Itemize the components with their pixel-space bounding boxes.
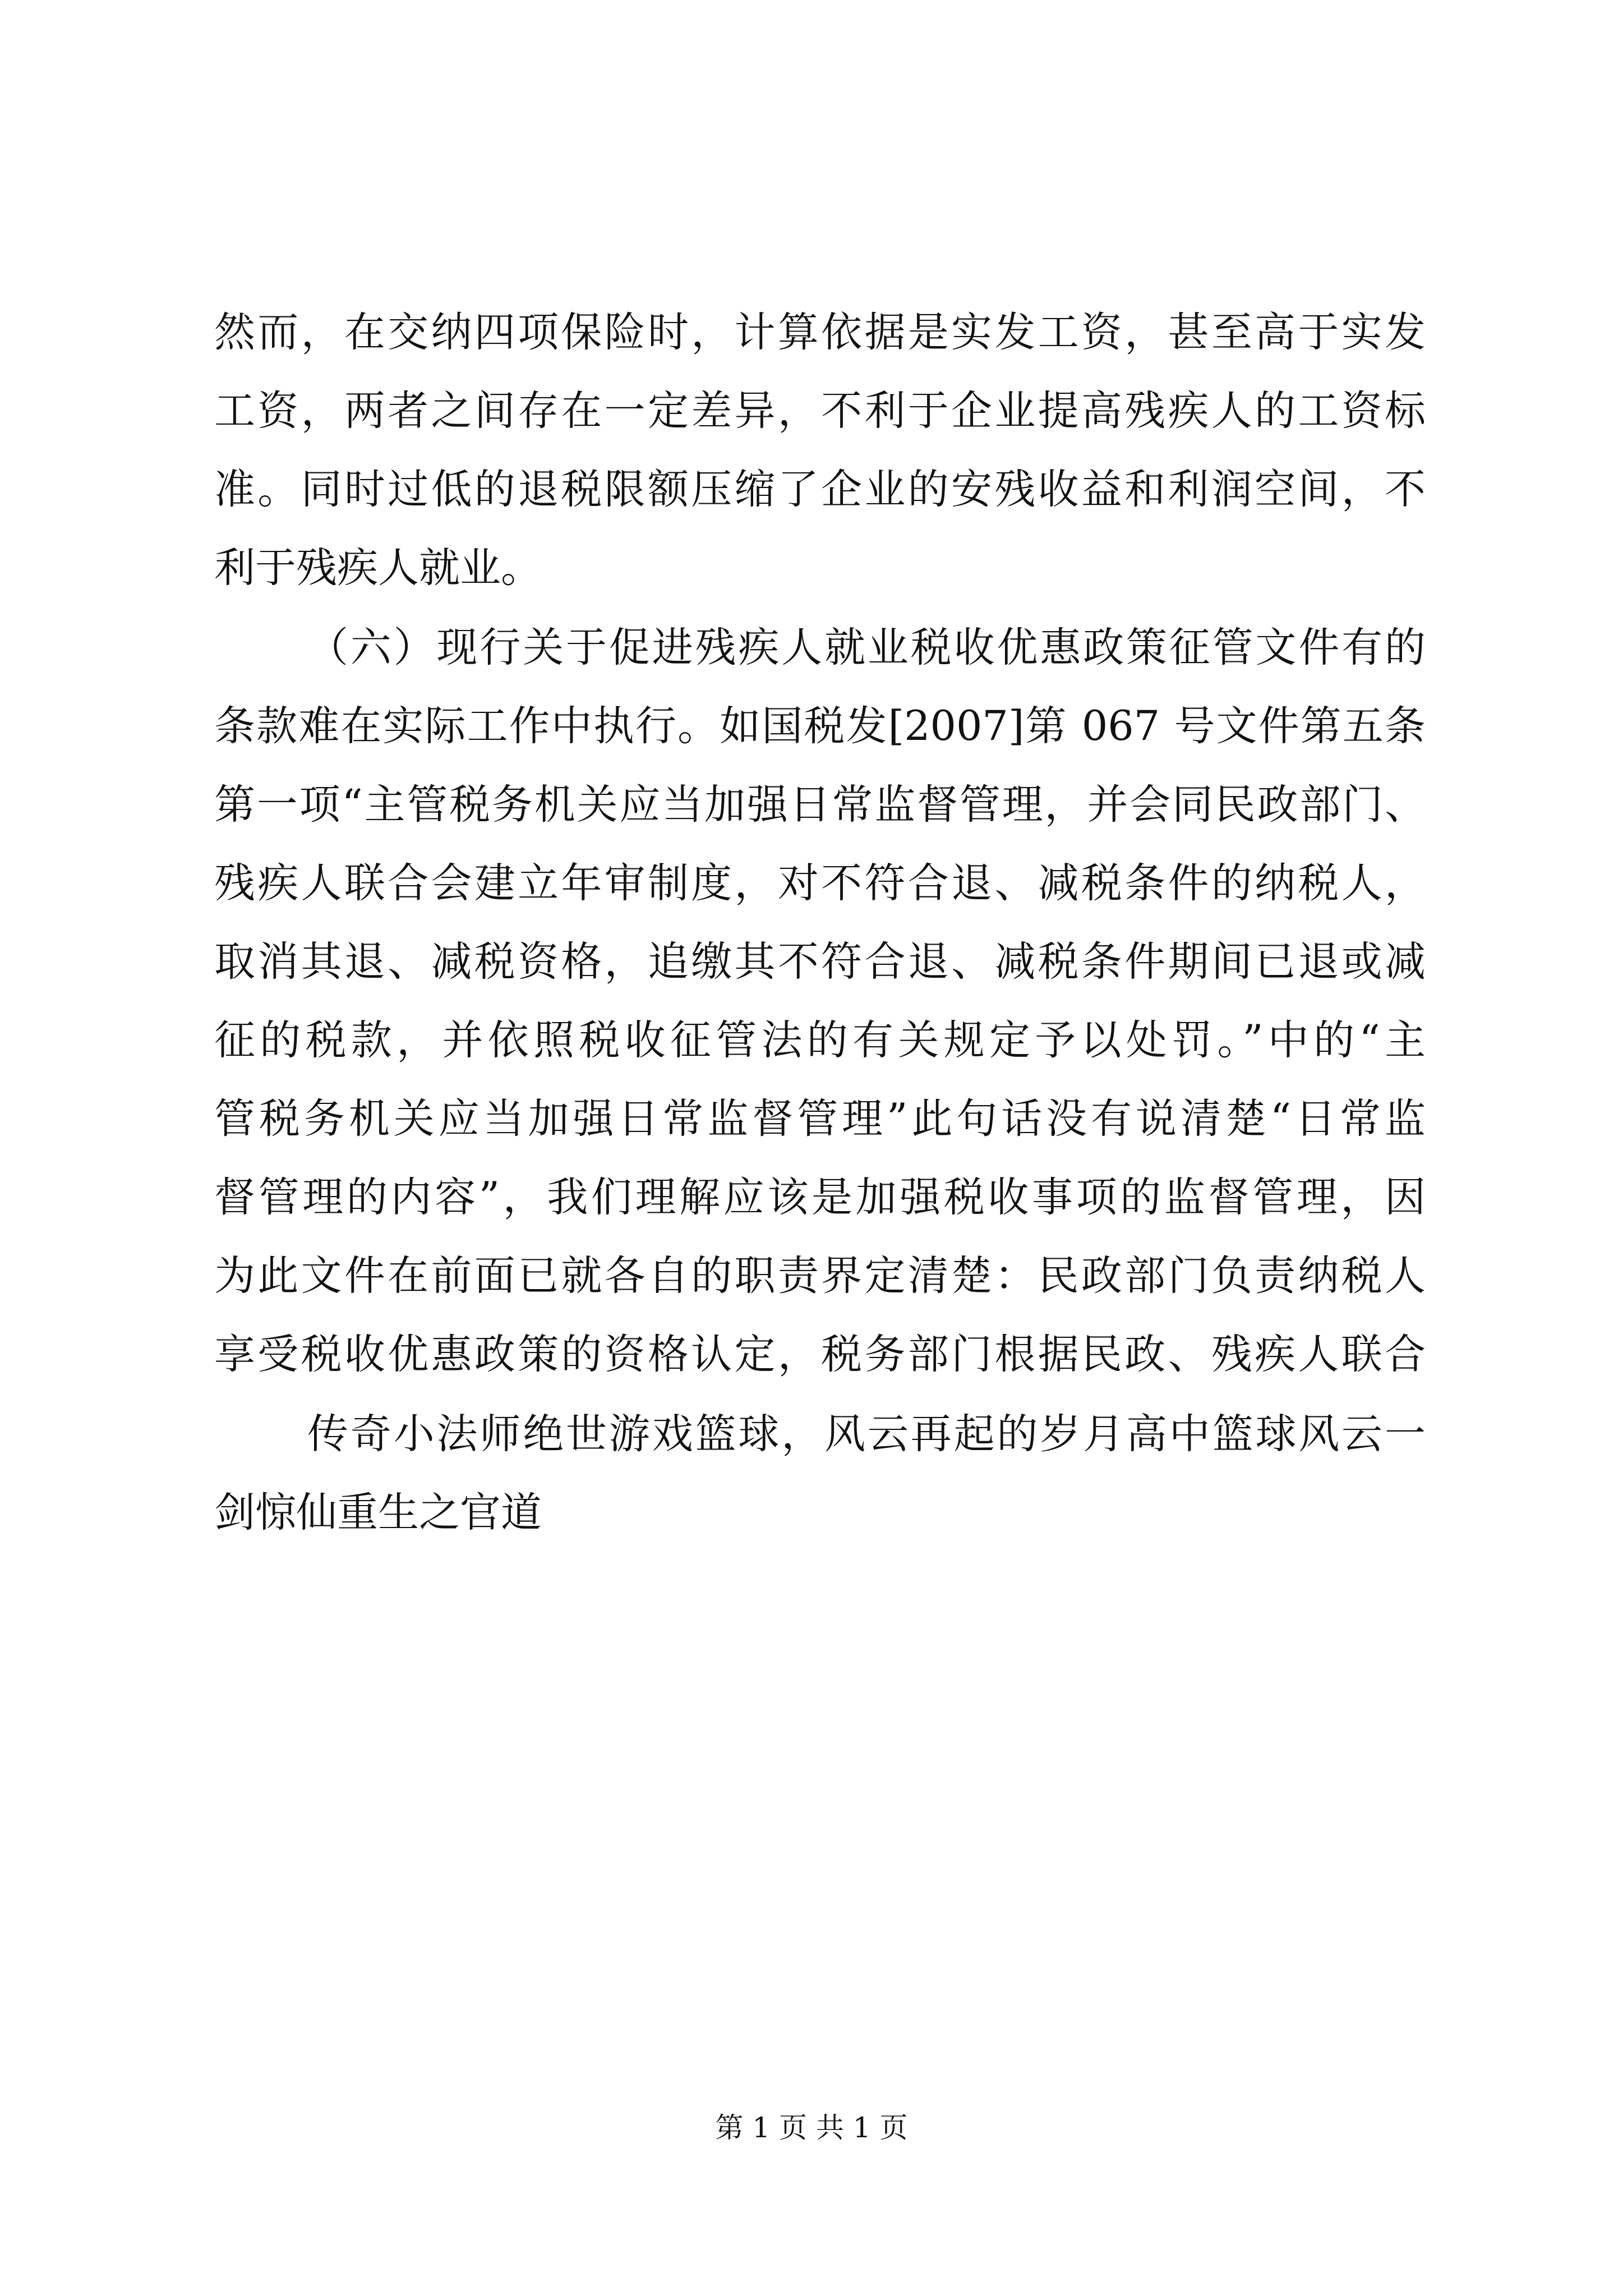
- paragraph-2-line-4: 残疾人联合会建立年审制度，对不符合退、减税条件的纳税人，: [214, 859, 1426, 907]
- paragraph-1-line-1: 然而，在交纳四项保险时，计算依据是实发工资，甚至高于实发: [214, 309, 1426, 356]
- paragraph-3-line-2: 剑惊仙重生之官道: [214, 1489, 542, 1536]
- paragraph-2-line-7: 管税务机关应当加强日常监督管理”此句话没有说清楚“日常监: [214, 1095, 1426, 1143]
- paragraph-2-line-6: 征的税款，并依照税收征管法的有关规定予以处罚。”中的“主: [214, 1016, 1426, 1064]
- paragraph-1-line-3: 准。同时过低的退税限额压缩了企业的安残收益和利润空间，不: [214, 466, 1426, 513]
- paragraph-2-line-9: 为此文件在前面已就各自的职责界定清楚：民政部门负责纳税人: [214, 1252, 1426, 1300]
- paragraph-1-line-2: 工资，两者之间存在一定差异，不利于企业提高残疾人的工资标: [214, 387, 1426, 435]
- paragraph-2-line-3: 第一项“主管税务机关应当加强日常监督管理，并会同民政部门、: [214, 781, 1426, 829]
- paragraph-2-line-10: 享受税收优惠政策的资格认定，税务部门根据民政、残疾人联合: [214, 1331, 1426, 1378]
- paragraph-3-line-1: 传奇小法师绝世游戏篮球，风云再起的岁月高中篮球风云一: [307, 1410, 1426, 1458]
- paragraph-2-line-5: 取消其退、减税资格，追缴其不符合退、减税条件期间已退或减: [214, 938, 1426, 986]
- paragraph-2-line-8: 督管理的内容”，我们理解应该是加强税收事项的监督管理，因: [214, 1174, 1426, 1221]
- paragraph-1-line-4: 利于残疾人就业。: [214, 544, 542, 592]
- page-footer: 第 1 页 共 1 页: [715, 2111, 908, 2144]
- paragraph-2-line-2: 条款难在实际工作中执行。如国税发[2007]第 067 号文件第五条: [214, 702, 1426, 750]
- paragraph-2-line-1: （六）现行关于促进残疾人就业税收优惠政策征管文件有的: [307, 624, 1426, 671]
